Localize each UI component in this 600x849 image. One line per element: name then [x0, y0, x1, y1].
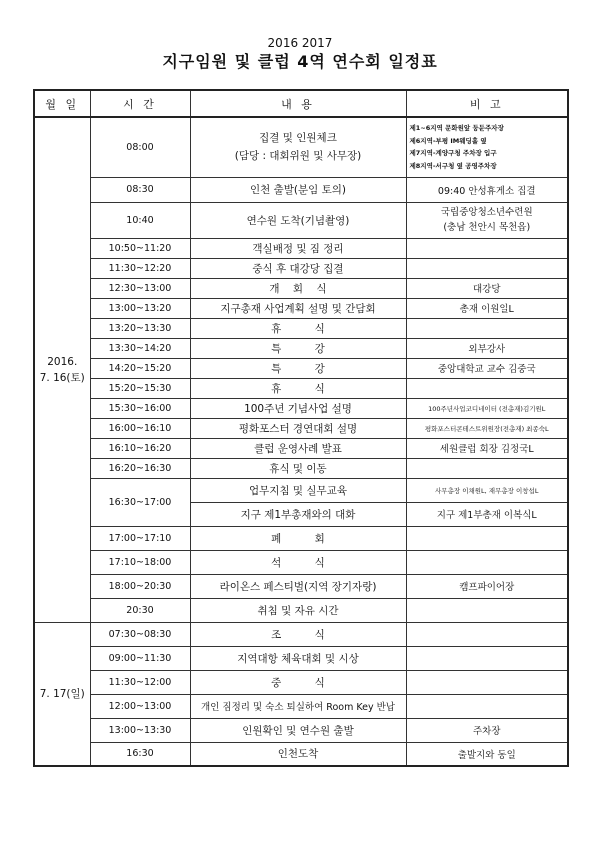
content-cell: 중 식	[190, 670, 406, 694]
content-line: 집결 및 인원체크	[259, 132, 337, 145]
note-line: 국립중앙청소년수련원	[440, 207, 533, 218]
note-cell: 09:40 안성휴게소 집결	[406, 177, 568, 202]
note-line: 제8지역-서구청 옆 공영주차장	[409, 161, 497, 170]
note-cell: 캠프파이어장	[406, 574, 568, 598]
content-line: (담당 : 대회위원 및 사무장)	[234, 150, 362, 163]
content-cell: 라이온스 페스티벌(지역 장기자랑)	[190, 574, 406, 598]
table-row	[34, 458, 568, 478]
date-day: 7. 16(토)	[39, 371, 85, 384]
time-cell: 16:00~16:10	[90, 418, 190, 438]
note-line: (충남 천안시 목천읍)	[443, 222, 531, 233]
note-line: 제7지역-계양구청 주차장 입구	[409, 149, 497, 158]
year-label: 2016 2017	[267, 36, 333, 50]
table-row	[34, 694, 568, 718]
table-row	[34, 117, 568, 177]
note-cell	[406, 526, 568, 550]
time-cell: 13:00~13:30	[90, 718, 190, 742]
table-row	[34, 622, 568, 646]
content-cell: 휴 식	[190, 378, 406, 398]
time-cell: 13:20~13:30	[90, 318, 190, 338]
table-row	[34, 278, 568, 298]
content-cell: 인원확인 및 연수원 출발	[190, 718, 406, 742]
table-row	[34, 550, 568, 574]
content-cell: 휴식 및 이동	[190, 458, 406, 478]
time-cell: 12:00~13:00	[90, 694, 190, 718]
note-cell: 지구 제1부총재 이복식L	[406, 502, 568, 526]
content-cell: 평화포스터 경연대회 설명	[190, 418, 406, 438]
table-row	[34, 358, 568, 378]
note-cell: 평화포스터콘테스트위원장(전총재) 최종숙L	[406, 418, 568, 438]
note-cell	[406, 670, 568, 694]
column-header-time: 시 간	[90, 90, 190, 117]
note-cell: 총재 이원일L	[406, 298, 568, 318]
note-cell: 외부강사	[406, 338, 568, 358]
content-cell: 취침 및 자유 시간	[190, 598, 406, 622]
content-cell: 폐 회	[190, 526, 406, 550]
content-cell: 석 식	[190, 550, 406, 574]
table-row	[34, 478, 568, 502]
time-cell: 13:30~14:20	[90, 338, 190, 358]
title-block	[0, 36, 600, 73]
content-cell	[190, 117, 406, 177]
column-header-content: 내 용	[190, 90, 406, 117]
table-row	[34, 526, 568, 550]
note-line: 제6지역-부평 IM웨딩홀 옆	[409, 136, 487, 145]
date-cell-day2: 7. 17(일)	[34, 622, 90, 766]
time-cell: 08:30	[90, 177, 190, 202]
note-cell: 출발지와 동일	[406, 742, 568, 766]
content-cell: 휴 식	[190, 318, 406, 338]
table-row	[34, 298, 568, 318]
time-cell: 17:00~17:10	[90, 526, 190, 550]
note-cell	[406, 238, 568, 258]
table-row	[34, 238, 568, 258]
time-cell: 14:20~15:20	[90, 358, 190, 378]
time-cell: 11:30~12:20	[90, 258, 190, 278]
time-cell: 18:00~20:30	[90, 574, 190, 598]
content-cell: 100주년 기념사업 설명	[190, 398, 406, 418]
content-cell: 개 회 식	[190, 278, 406, 298]
table-row	[34, 718, 568, 742]
time-cell: 16:20~16:30	[90, 458, 190, 478]
date-year: 2016.	[47, 355, 78, 368]
note-cell	[406, 202, 568, 238]
note-cell: 세원클럽 회장 김정국L	[406, 438, 568, 458]
content-cell: 중식 후 대강당 집결	[190, 258, 406, 278]
table-row	[34, 318, 568, 338]
content-cell: 지역대항 체육대회 및 시상	[190, 646, 406, 670]
note-cell	[406, 694, 568, 718]
note-cell: 사무총장 이채원L, 재무총장 이창섭L	[406, 478, 568, 502]
time-cell: 20:30	[90, 598, 190, 622]
table-row	[34, 398, 568, 418]
header-row	[34, 90, 568, 117]
table-row	[34, 202, 568, 238]
content-cell: 특 강	[190, 358, 406, 378]
time-cell: 17:10~18:00	[90, 550, 190, 574]
content-cell: 객실배정 및 짐 정리	[190, 238, 406, 258]
page-title: 지구임원 및 클럽 4역 연수회 일정표	[162, 52, 438, 71]
note-cell	[406, 258, 568, 278]
time-cell: 16:30~17:00	[90, 478, 190, 526]
note-cell	[406, 622, 568, 646]
time-cell: 15:20~15:30	[90, 378, 190, 398]
table-row	[34, 598, 568, 622]
time-cell: 10:40	[90, 202, 190, 238]
time-cell: 12:30~13:00	[90, 278, 190, 298]
content-cell: 특 강	[190, 338, 406, 358]
note-cell	[406, 117, 568, 177]
time-cell: 07:30~08:30	[90, 622, 190, 646]
time-cell: 15:30~16:00	[90, 398, 190, 418]
note-cell	[406, 598, 568, 622]
table-row	[34, 438, 568, 458]
table-row	[34, 418, 568, 438]
time-cell: 08:00	[90, 117, 190, 177]
time-cell: 11:30~12:00	[90, 670, 190, 694]
content-cell: 클럽 운영사례 발표	[190, 438, 406, 458]
column-header-date: 월 일	[34, 90, 90, 117]
table-row	[34, 646, 568, 670]
note-cell	[406, 318, 568, 338]
content-cell: 지구총재 사업계획 설명 및 간담회	[190, 298, 406, 318]
note-cell: 대강당	[406, 278, 568, 298]
time-cell: 13:00~13:20	[90, 298, 190, 318]
table-row	[34, 177, 568, 202]
time-cell: 16:10~16:20	[90, 438, 190, 458]
content-cell: 지구 제1부총재와의 대화	[190, 502, 406, 526]
content-cell: 연수원 도착(기념촬영)	[190, 202, 406, 238]
content-cell: 조 식	[190, 622, 406, 646]
note-cell	[406, 550, 568, 574]
note-cell	[406, 378, 568, 398]
content-cell: 인천 출발(분임 토의)	[190, 177, 406, 202]
column-header-note: 비 고	[406, 90, 568, 117]
date-cell-day1	[34, 117, 90, 622]
time-cell: 16:30	[90, 742, 190, 766]
schedule-table	[33, 89, 569, 767]
note-cell	[406, 458, 568, 478]
note-cell: 중앙대학교 교수 김중국	[406, 358, 568, 378]
table-row	[34, 670, 568, 694]
time-cell: 09:00~11:30	[90, 646, 190, 670]
table-row	[34, 742, 568, 766]
content-cell: 개인 짐정리 및 숙소 퇴실하여 Room Key 반납	[190, 694, 406, 718]
note-cell	[406, 646, 568, 670]
table-row	[34, 574, 568, 598]
note-cell: 100주년사업코디네이터 (전총재)김기원L	[406, 398, 568, 418]
content-cell: 인천도착	[190, 742, 406, 766]
table-row	[34, 338, 568, 358]
content-cell: 업무지침 및 실무교육	[190, 478, 406, 502]
time-cell: 10:50~11:20	[90, 238, 190, 258]
table-row	[34, 378, 568, 398]
table-row	[34, 258, 568, 278]
note-cell: 주차장	[406, 718, 568, 742]
note-line: 제1~6지역 문화원앞 둥둔주자장	[409, 124, 504, 133]
